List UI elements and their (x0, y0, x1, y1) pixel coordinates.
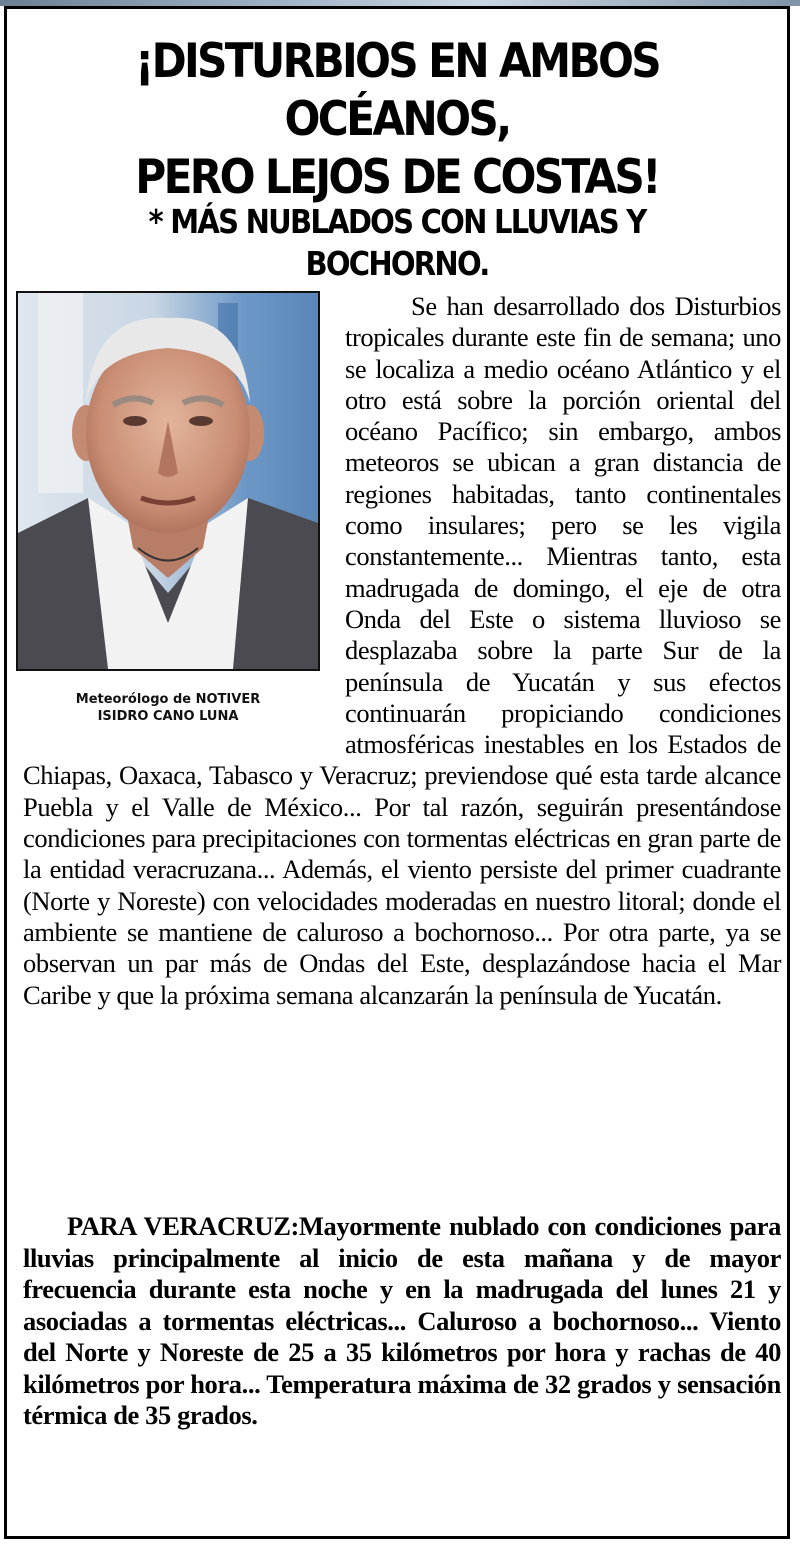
body-paragraph: Se han desarrollado dos Disturbios tropicales durante este fin de semana; uno se localiza a medio océano Atlántico y el otro está sobre la porción oriental del océano Pacífico; sin embargo, ambos meteoros se ubican a gran distancia de regiones habitadas, tanto continentales como insulares; pero se les vigila constantemente... Mientras tanto, esta madrugada de domingo, el eje de otra Onda del Este o sistema lluvioso se desplazaba sobre la parte Sur de la península de Yucatán y sus efectos continuarán propiciando condiciones atmosféricas inestables en los Estados de Chiapas, Oaxaca, Tabasco y Veracruz; previendose qué esta tarde alcance Puebla y el Valle de México... Por tal razón, seguirán presentándose condiciones para precipitaciones con tormentas eléctricas en gran parte de la entidad veracruzana... Además, el viento persiste del primer cuadrante (Norte y Noreste) con velocidades moderadas en nuestro litoral; donde el ambiente se mantiene de caluroso a bochornoso... Por otra parte, ya se observan un par más de Ondas del Este, desplazándose hacia el Mar Caribe y que la próxima semana alcanzarán la península de Yucatán. (23, 291, 781, 1010)
headline-line-1: ¡DISTURBIOS EN AMBOS OCÉANOS, (134, 34, 660, 147)
caption-line-2: ISIDRO CANO LUNA (97, 709, 239, 724)
headline (46, 33, 748, 207)
forecast-paragraph: PARA VERACRUZ:Mayormente nublado con condiciones para lluvias principalmente al inicio de esta mañana y de mayor frecuencia durante esta noche y en la madrugada del lunes 21 y asociadas a tormentas eléctricas... Caluroso a bochornoso... Viento del Norte y Noreste de 25 a 35 kilómetros por hora y rachas de 40 kilómetros por hora... Temperatura máxima de 32 grados y sensación térmica de 35 grados. (23, 1211, 781, 1430)
headline-line-2: PERO LEJOS DE COSTAS! (135, 150, 659, 205)
subheadline: * MÁS NUBLADOS CON LLUVIAS Y BOCHORNO. (148, 202, 646, 283)
caption-line-1: Meteorólogo de NOTIVER (75, 692, 261, 707)
article-body (23, 291, 781, 1011)
photo-wrap-spacer (23, 291, 345, 735)
article-frame (4, 6, 790, 1539)
